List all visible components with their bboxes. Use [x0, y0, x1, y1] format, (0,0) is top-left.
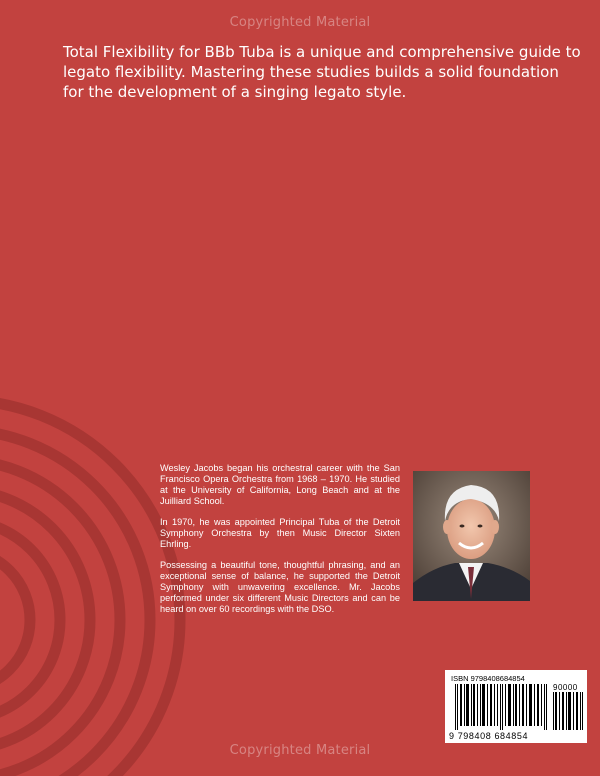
copyright-watermark-bottom: Copyrighted Material [229, 743, 371, 758]
isbn-label: ISBN 9798408684854 [451, 674, 525, 683]
book-description: Total Flexibility for BBb Tuba is a unique and comprehensive guide to legato flexibility. Mastering these studies builds a solid foundation for the development of a singing legato style. [63, 43, 581, 101]
bio-paragraph: In 1970, he was appointed Principal Tuba of the Detroit Symphony Orchestra by then Music Director Sixten Ehrling. [160, 517, 400, 549]
author-photo [413, 471, 530, 601]
bio-paragraph: Possessing a beautiful tone, thoughtful phrasing, and an exceptional sense of balance, he supported the Detroit Symphony with unwavering excellence. Mr. Jacobs performed under six different Music Directors and can be heard on over 60 recordings with the DSO. [160, 560, 400, 614]
author-bio [160, 463, 400, 625]
barcode-bars [455, 684, 547, 730]
bio-paragraph: Wesley Jacobs began his orchestral career with the San Francisco Opera Orchestra from 1968 – 1970. He studied at the University of California, Long Beach and at the Juilliard School. [160, 463, 400, 506]
copyright-watermark-top: Copyrighted Material [229, 15, 371, 30]
barcode-addon-bars [553, 692, 583, 730]
isbn-barcode [445, 670, 587, 743]
barcode-digits: 9 798408 684854 [449, 731, 529, 741]
barcode-addon-label: 90000 [553, 683, 578, 692]
